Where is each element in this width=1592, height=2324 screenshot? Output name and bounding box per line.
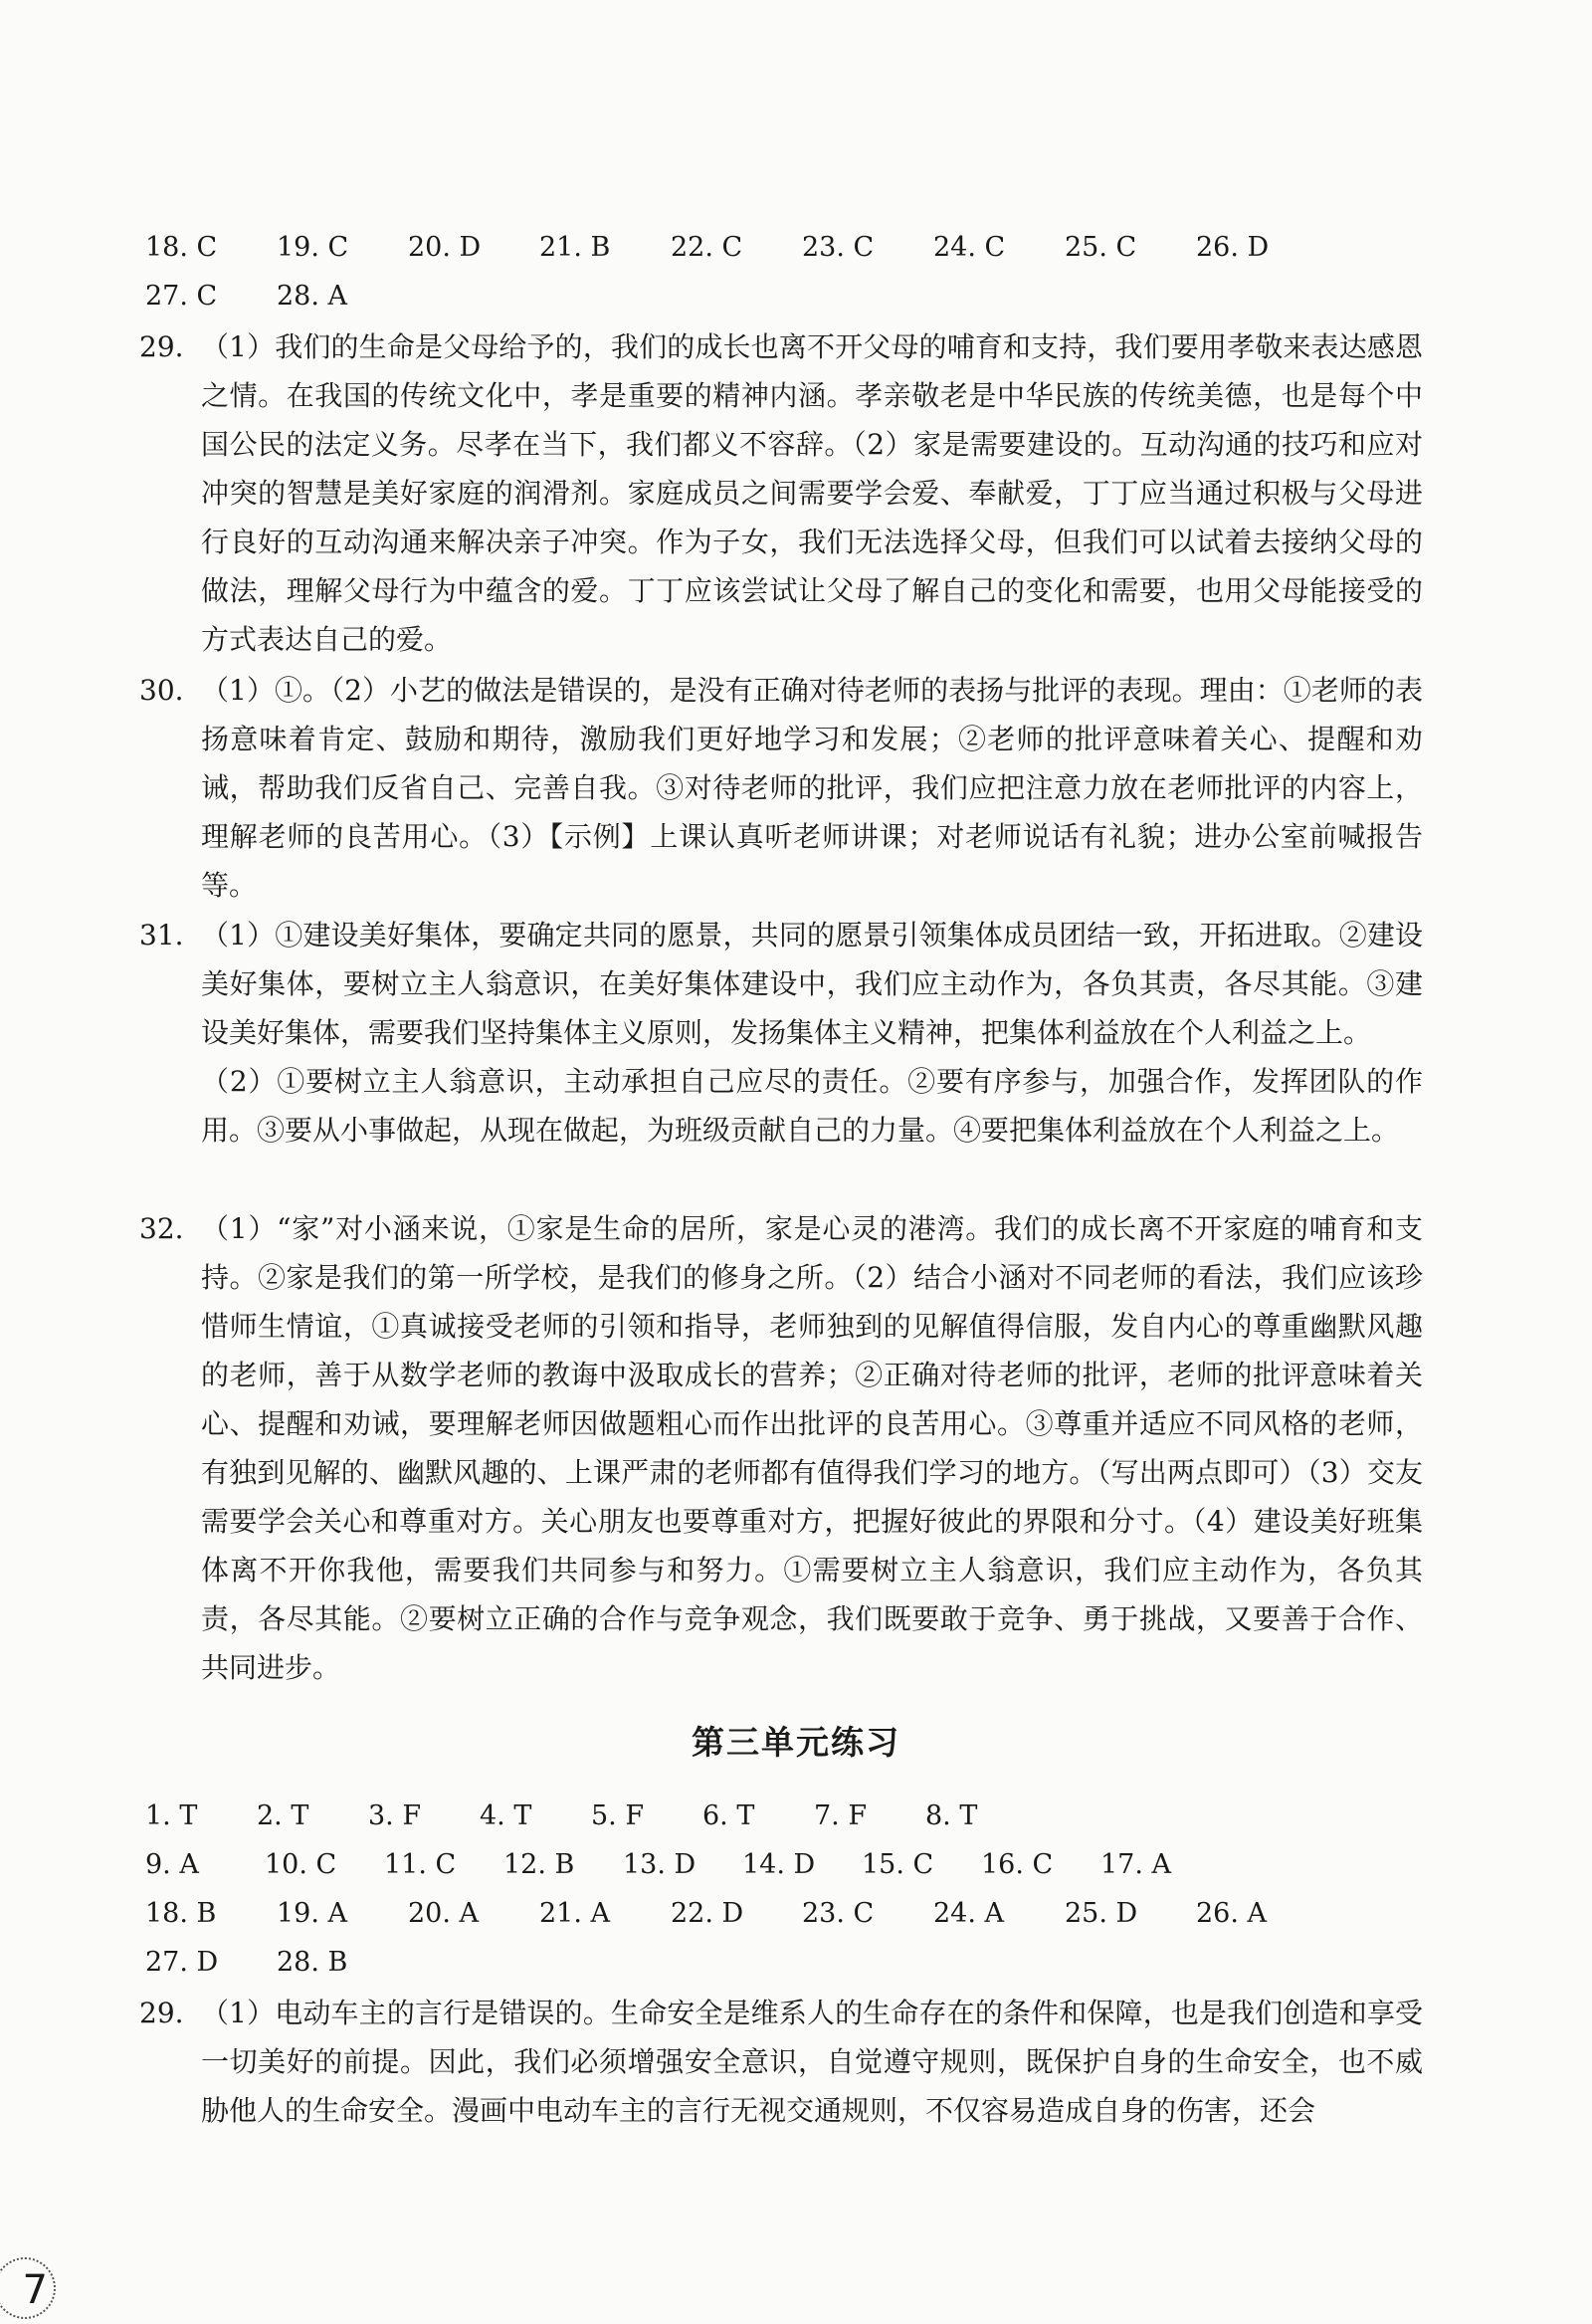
choice-answer: 24. A [933, 1898, 1005, 1929]
question-number: 32. [139, 1212, 184, 1245]
choice-answer: 20. A [408, 1898, 480, 1929]
choice-answer: 18. B [145, 1898, 217, 1929]
choice-answer: 28. B [277, 1947, 348, 1978]
question-31 [139, 911, 1423, 1155]
choice-answer: 1. T [145, 1800, 198, 1831]
choice-answer: 26. D [1196, 232, 1270, 263]
choice-answer: 17. A [1100, 1849, 1172, 1880]
choice-row [145, 228, 1327, 268]
question-number: 31. [139, 919, 184, 951]
answer-text: （1）我们的生命是父母给予的，我们的成长也离不开父母的哺育和支持，我们要用孝敬来表达感恩之情。在我国的传统文化中，孝是重要的精神内涵。孝亲敬老是中华民族的传统美德，也是每个中国公民的法定义务。尽孝在当下，我们都义不容辞。（2）家是需要建设的。互动沟通的技巧和应对冲突的智慧是美好家庭的润滑剂。家庭成员之间需要学会爱、奉献爱，丁丁应当通过积极与父母进行良好的互动沟通来解决亲子冲突。作为子女，我们无法选择父母，但我们可以试着去接纳父母的做法，理解父母行为中蕴含的爱。丁丁应该尝试让父母了解自己的变化和需要，也用父母能接受的方式表达自己的爱。 [201, 330, 1423, 656]
choice-answer: 12. B [503, 1849, 575, 1880]
choice-answer: 28. A [277, 281, 348, 312]
choice-answer: 27. D [145, 1947, 219, 1978]
choice-answer: 13. D [623, 1849, 696, 1880]
question-number: 30. [139, 674, 184, 707]
choice-answer: 14. D [742, 1849, 816, 1880]
choice-answer: 27. C [145, 281, 218, 312]
unit3-question-29 [139, 1989, 1423, 2135]
question-32 [139, 1204, 1423, 1692]
answer-text: （1）电动车主的言行是错误的。生命安全是维系人的生命存在的条件和保障，也是我们创造和享受一切美好的前提。因此，我们必须增强安全意识，自觉遵守规则，既保护自身的生命安全，也不威胁他人的生命安全。漫画中电动车主的言行无视交通规则，不仅容易造成自身的伤害，还会 [201, 1997, 1423, 2127]
choice-answer: 16. C [981, 1849, 1054, 1880]
choice-row [145, 277, 408, 317]
answer-text: （2）①要树立主人翁意识，主动承担自己应尽的责任。②要有序参与，加强合作，发挥团队的作用。③要从小事做起，从现在做起，为班级贡献自己的力量。④要把集体利益放在个人利益之上。 [201, 1065, 1423, 1147]
choice-answer: 21. B [539, 232, 611, 263]
choice-answer: 24. C [933, 232, 1006, 263]
choice-answer: 5. F [591, 1800, 645, 1831]
choice-answer: 25. C [1065, 232, 1137, 263]
choice-answer: 4. T [480, 1800, 532, 1831]
choice-answer: 18. C [145, 232, 218, 263]
choice-answer: 9. A [145, 1849, 199, 1880]
answer-text: （1）①建设美好集体，要确定共同的愿景，共同的愿景引领集体成员团结一致，开拓进取。②建设美好集体，要树立主人翁意识，在美好集体建设中，我们应主动作为，各负其责，各尽其能。③建设美好集体，需要我们坚持集体主义原则，发扬集体主义精神，把集体利益放在个人利益之上。 [201, 919, 1423, 1049]
page-number: 7 [0, 2257, 56, 2319]
choice-answer: 21. A [539, 1898, 611, 1929]
question-29 [139, 322, 1423, 664]
choice-answer: 22. C [671, 232, 743, 263]
choice-row [145, 1894, 1327, 1934]
choice-answer: 25. D [1065, 1898, 1138, 1929]
answer-text: （1）①。（2）小艺的做法是错误的，是没有正确对待老师的表扬与批评的表现。理由：①老师的表扬意味着肯定、鼓励和期待，激励我们更好地学习和发展；②老师的批评意味着关心、提醒和劝诫，帮助我们反省自己、完善自我。③对待老师的批评，我们应把注意力放在老师批评的内容上，理解老师的良苦用心。（3）【示例】上课认真听老师讲课；对老师说话有礼貌；进办公室前喊报告等。 [201, 674, 1423, 902]
question-30 [139, 666, 1423, 910]
choice-answer: 22. D [671, 1898, 744, 1929]
answer-text: （1）“家”对小涵来说，①家是生命的居所，家是心灵的港湾。我们的成长离不开家庭的哺育和支持。②家是我们的第一所学校，是我们的修身之所。（2）结合小涵对不同老师的看法，我们应该珍惜师生情谊，①真诚接受老师的引领和指导，老师独到的见解值得信服，发自内心的尊重幽默风趣的老师，善于从数学老师的教诲中汲取成长的营养；②正确对待老师的批评，老师的批评意味着关心、提醒和劝诫，要理解老师因做题粗心而作出批评的良苦用心。③尊重并适应不同风格的老师，有独到见解的、幽默风趣的、上课严肃的老师都有值得我们学习的地方。（写出两点即可）（3）交友需要学会关心和尊重对方。关心朋友也要尊重对方，把握好彼此的界限和分寸。（4）建设美好班集体离不开你我他，需要我们共同参与和努力。①需要树立主人翁意识，我们应主动作为，各负其责，各尽其能。②要树立正确的合作与竞争观念，我们既要敢于竞争、勇于挑战，又要善于合作、共同进步。 [201, 1212, 1423, 1684]
choice-answer: 6. T [702, 1800, 755, 1831]
choice-answer: 3. F [368, 1800, 422, 1831]
question-number: 29. [139, 330, 184, 363]
choice-row [145, 1943, 408, 1983]
choice-row [145, 1796, 1037, 1836]
choice-answer: 7. F [814, 1800, 868, 1831]
question-number: 29. [139, 1997, 184, 2029]
choice-answer: 11. C [384, 1849, 457, 1880]
choice-answer: 2. T [257, 1800, 309, 1831]
choice-answer: 19. C [277, 232, 349, 263]
choice-answer: 26. A [1196, 1898, 1268, 1929]
choice-answer: 15. C [862, 1849, 934, 1880]
choice-answer: 23. C [802, 1898, 875, 1929]
choice-answer: 8. T [925, 1800, 978, 1831]
choice-answer: 19. A [277, 1898, 348, 1929]
section-title: 第三单元练习 [692, 1723, 900, 1762]
choice-answer: 23. C [802, 232, 875, 263]
choice-row [145, 1845, 1220, 1885]
choice-answer: 10. C [265, 1849, 337, 1880]
choice-answer: 20. D [408, 232, 482, 263]
